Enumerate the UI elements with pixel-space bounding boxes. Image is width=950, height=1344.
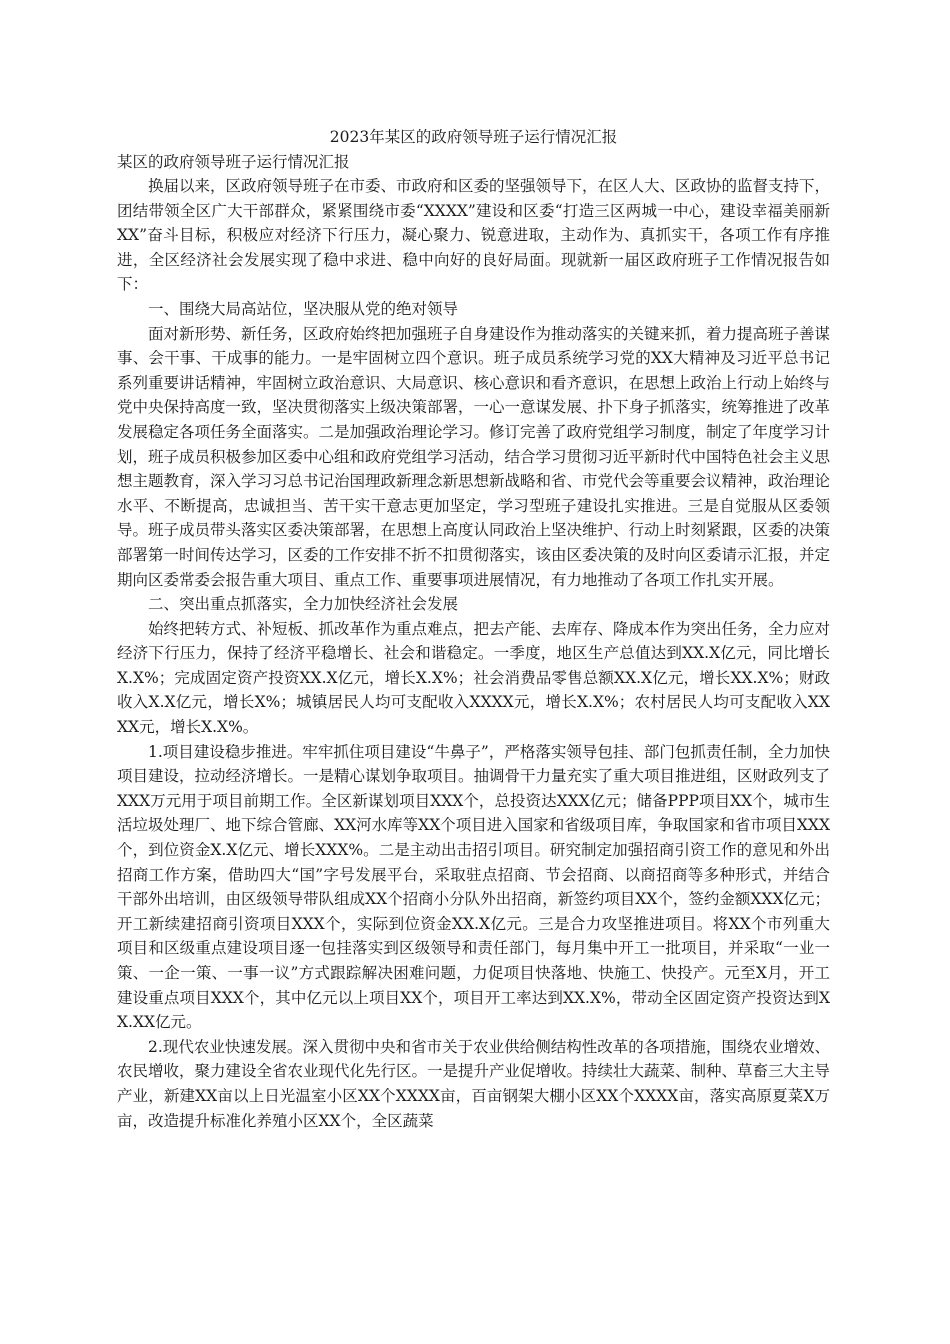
item-2-paragraph: 2.现代农业快速发展。深入贯彻中央和省市关于农业供给侧结构性改革的各项措施，围绕农业增效、农民增收，聚力建设全省农业现代化先行区。一是提升产业促增收。持续壮大蔬菜、制种、草畜三大主导产业，新建XX亩以上日光温室小区XX个XXXX亩，百亩钢架大棚小区XX个XXXX亩，落实高原夏菜X万亩，改造提升标准化养殖小区XX个，全区蔬菜 bbox=[117, 1037, 831, 1130]
section-2-paragraph: 始终把转方式、补短板、抓改革作为重点难点，把去产能、去库存、降成本作为突出任务，全力应对经济下行压力，保持了经济平稳增长、社会和谐稳定。一季度，地区生产总值达到XX.X亿元，同比增长X.X%；完成固定资产投资XX.X亿元，增长X.X%；社会消费品零售总额XX.X亿元，增长XX.X%；财政收入X.X亿元，增长X%；城镇居民人均可支配收入XXXX元，增长X.X%；农村居民人均可支配收入XXXX元，增长X.X%。 bbox=[117, 619, 831, 737]
intro-paragraph: 换届以来，区政府领导班子在市委、市政府和区委的坚强领导下，在区人大、区政协的监督支持下，团结带领全区广大干部群众，紧紧围绕市委“XXXX”建设和区委“打造三区两城一中心，建设幸福美丽新XX”奋斗目标，积极应对经济下行压力，凝心聚力、锐意进取，主动作为、真抓实干，各项工作有序推进，全区经济社会发展实现了稳中求进、稳中向好的良好局面。现就新一届区政府班子工作情况报告如下： bbox=[117, 177, 831, 294]
item-1-paragraph: 1.项目建设稳步推进。牢牢抓住项目建设“牛鼻子”，严格落实领导包挂、部门包抓责任制，全力加快项目建设，拉动经济增长。一是精心谋划争取项目。抽调骨干力量充实了重大项目推进组，区财政列支了XXX万元用于项目前期工作。全区新谋划项目XXX个，总投资达XXX亿元；储备PPP项目XX个，城市生活垃圾处理厂、地下综合管廊、XX河水库等XX个项目进入国家和省级项目库，争取国家和省市项目XXX个，到位资金X.X亿元、增长XXX%。二是主动出击招引项目。研究制定加强招商引资工作的意见和外出招商工作方案，借助四大“国”字号发展平台，采取驻点招商、节会招商、以商招商等多种形式，并结合干部外出培训，由区级领导带队组成XX个招商小分队外出招商，新签约项目XX个，签约金额XXX亿元；开工新续建招商引资项目XXX个，实际到位资金XX.X亿元。三是合力攻坚推进项目。将XX个市列重大项目和区级重点建设项目逐一包挂落实到区级领导和责任部门，每月集中开工一批项目，并采取“一业一策、一企一策、一事一议”方式跟踪解决困难问题，力促项目快落地、快施工、快投产。元至X月，开工建设重点项目XXX个，其中亿元以上项目XX个，项目开工率达到XX.X%，带动全区固定资产投资达到XX.XX亿元。 bbox=[117, 742, 831, 1032]
section-1-paragraph: 面对新形势、新任务，区政府始终把加强班子自身建设作为推动落实的关键来抓，着力提高班子善谋事、会干事、干成事的能力。一是牢固树立四个意识。班子成员系统学习党的XX大精神及习近平总书记系列重要讲话精神，牢固树立政治意识、大局意识、核心意识和看齐意识，在思想上政治上行动上始终与党中央保持高度一致，坚决贯彻落实上级决策部署，一心一意谋发展、扑下身子抓落实，统筹推进了改革发展稳定各项任务全面落实。二是加强政治理论学习。修订完善了政府党组学习制度，制定了年度学习计划，班子成员积极参加区委中心组和政府党组学习活动，结合学习贯彻习近平新时代中国特色社会主义思想主题教育，深入学习习总书记治国理政新理念新思想新战略和省、市党代会等重要会议精神，政治理论水平、不断提高，忠诚担当、苦干实干意志更加坚定，学习型班子建设扎实推进。三是自觉服从区委领导。班子成员带头落实区委决策部署，在思想上高度认同政治上坚决维护、行动上时刻紧跟，区委的决策部署第一时间传达学习，区委的工作安排不折不扣贯彻落实，该由区委决策的及时向区委请示汇报，并定期向区委常委会报告重大项目、重点工作、重要事项进展情况，有力地推动了各项工作扎实开展。 bbox=[117, 324, 831, 589]
document-page bbox=[117, 126, 830, 1133]
section-2-heading: 二、突出重点抓落实，全力加快经济社会发展 bbox=[148, 595, 459, 614]
section-1-heading: 一、围绕大局高站位，坚决服从党的绝对领导 bbox=[148, 299, 459, 318]
document-title: 2023年某区的政府领导班子运行情况汇报 bbox=[329, 128, 618, 146]
document-subtitle: 某区的政府领导班子运行情况汇报 bbox=[117, 153, 350, 171]
